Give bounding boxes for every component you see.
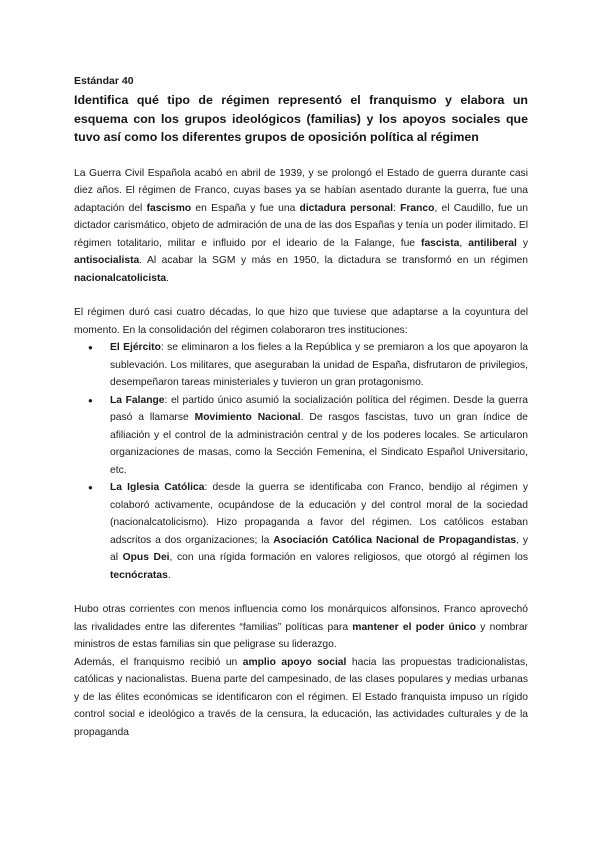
page-title: Identifica qué tipo de régimen representó el franquismo y elabora un esquema con los grupos ideológicos (familias) y los apoyos sociales que tuvo así como los diferentes grupos de oposición política al régimen (74, 93, 528, 144)
institutions-list (74, 339, 528, 584)
bold-term: tecnócratas (110, 569, 168, 581)
text-run: . Al acabar la SGM y más en 1950, la dictadura se transformó en un régimen (139, 255, 528, 266)
bold-term: Movimiento Nacional (194, 412, 301, 423)
text-run: , (459, 237, 469, 249)
bold-term: Franco (400, 202, 435, 214)
paragraph-social-support (74, 654, 528, 742)
paragraph-intro (74, 165, 528, 288)
text-run: en España y fue una (191, 202, 300, 214)
bold-term: amplio apoyo social (242, 656, 347, 668)
bold-term: Asociación Católica Nacional de Propagandistas (273, 534, 517, 546)
text-run: . (167, 569, 171, 581)
text-run: : el partido único asumió la socialización política del régimen. Desde la guerra pasó a llamarse (110, 394, 528, 423)
text-run: : desde la guerra se identificaba con Franco, bendijo al régimen y colaboró activamente, ocupándose de la educación y del control moral de la sociedad (nacionalcatolicismo). Hizo propaganda a favor del régimen. Los católicos estaban adscritos a dos organizaciones; la (110, 482, 528, 546)
text-run: : se eliminaron a los fieles a la República y se premiaron a los que apoyaron la sublevación. Los militares, que aseguraban la unidad de España, disfrutaron de privilegios, desempeñaron tareas ministeriales y tuvieron un gran protagonismo. (110, 342, 528, 388)
text-run: y (516, 237, 528, 249)
text-run: hacia las propuestas tradicionalistas, católicas y nacionalistas. Buena parte del campesinado, de las clases populares y medias urbanas y de las élites económicas se identificaron con el régimen. El Estado franquista impuso un rígido control social e ideológico a través de la censura, la educación, las actividades culturales y de la propaganda (74, 656, 528, 738)
document-body (74, 74, 528, 741)
text-run: . (166, 272, 170, 284)
text-run: Hubo otras corrientes con menos influencia como los monárquicos alfonsinos. Franco aprovechó las rivalidades entre las diferentes “familias” políticas para (74, 604, 528, 633)
bold-term: El Ejército (110, 342, 161, 353)
bold-term: dictadura personal (299, 202, 394, 214)
list-item-ejercito (74, 339, 528, 392)
bold-term: antisocialista (74, 255, 140, 266)
text-run: y nombrar ministros de estas familias sin que peligrase su liderazgo. (74, 621, 528, 650)
bold-term: fascismo (146, 202, 192, 214)
text-run: , con una rígida formación en valores religiosos, que otorgó al régimen los (169, 552, 528, 563)
bold-term: antiliberal (468, 237, 517, 249)
paragraph-institutions: El régimen duró casi cuatro décadas, lo que hizo que tuviese que adaptarse a la coyuntura del momento. En la consolidación del régimen colaboraron tres instituciones: (74, 307, 528, 336)
bold-term: nacionalcatolicista (74, 272, 167, 284)
list-item-falange (74, 392, 528, 480)
text-run: La Guerra Civil Española acabó en abril de 1939, y se prolongó el Estado de guerra durante casi diez años. El régimen de Franco, cuyas bases ya se habían asentado durante la guerra, fue una adaptación del (74, 167, 528, 214)
bold-term: fascista (421, 237, 460, 249)
bold-term: Opus Dei (122, 552, 170, 563)
standard-label: Estándar 40 (74, 75, 134, 87)
text-run: . De rasgos fascistas, tuvo un gran índice de afiliación y el control de la administración central y de los poderes locales. Se articularon organizaciones de masas, como la Sección Femenina, el Sindicato Español Universitario, etc. (110, 412, 528, 476)
list-item-iglesia (74, 479, 528, 584)
text-run: Además, el franquismo recibió un (74, 656, 243, 668)
paragraph-families (74, 601, 528, 654)
bold-term: La Iglesia Católica (110, 482, 205, 493)
text-run: : (393, 202, 401, 214)
text-run: , el Caudillo, fue un dictador carismático, objeto de admiración de una de las dos Españas y tenía un poder ilimitado. El régimen totalitario, militar e influido por el ideario de la Falange, fue (74, 202, 529, 249)
text-run: , y al (110, 534, 528, 563)
bold-term: mantener el poder único (352, 621, 477, 633)
bold-term: La Falange (110, 394, 165, 406)
